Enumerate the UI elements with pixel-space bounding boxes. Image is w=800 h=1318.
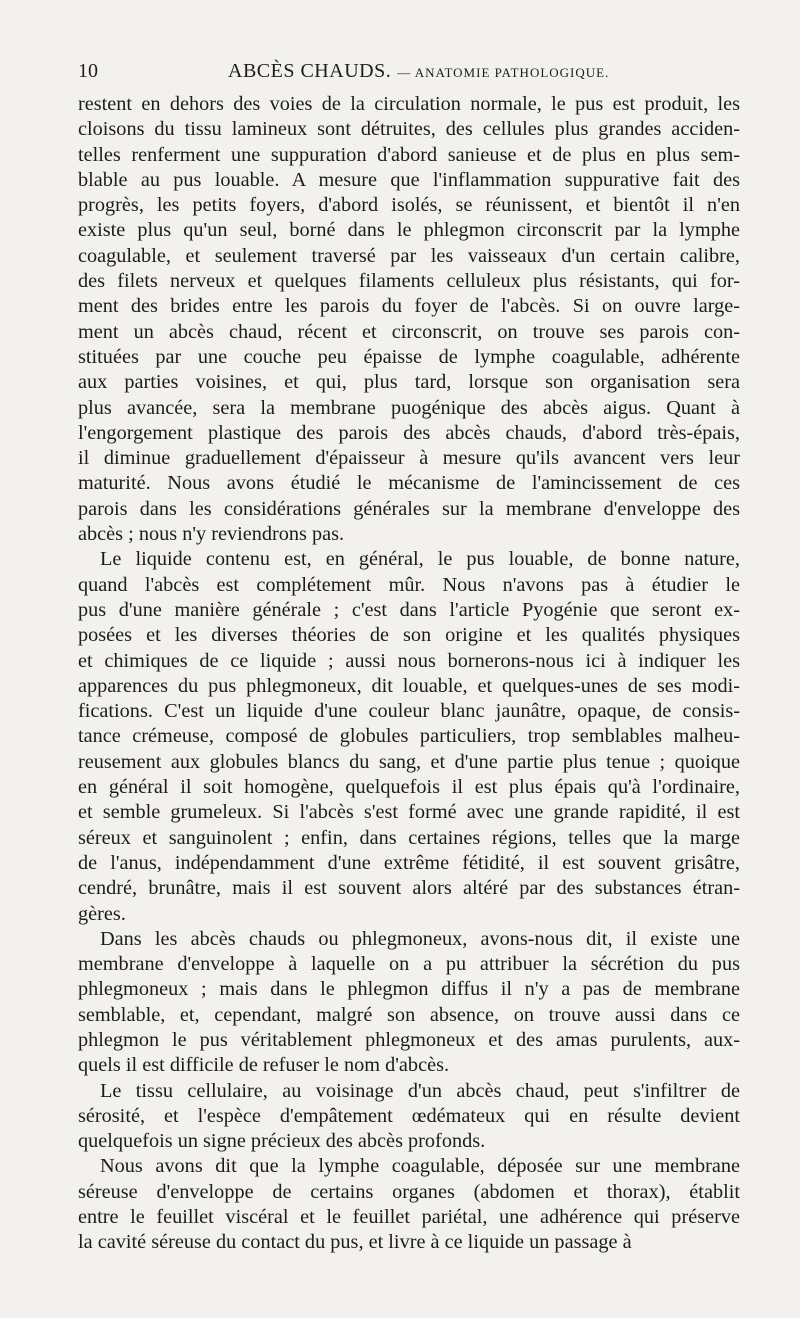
text-line: Dans les abcès chauds ou phlegmoneux, avons-nous dit, il existe une [100,927,740,950]
text-line: quels il est difficile de refuser le nom d'abcès. [78,1054,450,1077]
text-line: membrane d'enveloppe à laquelle on a pu attribuer la sécrétion du pus [78,953,740,976]
text-line: restent en dehors des voies de la circulation normale, le pus est produit, les [78,93,740,115]
paragraph [78,1154,740,1255]
text-line: pus d'une manière générale ; c'est dans l'article Pyogénie que seront ex- [78,598,740,621]
text-line: fications. C'est un liquide d'une couleur blanc jaunâtre, opaque, de consis- [78,700,740,723]
text-line: coagulable, et seulement traversé par les vaisseaux d'un certain calibre, [78,244,740,267]
text-line: posées et les diverses théories de son origine et les qualités physiques [78,624,740,647]
text-line: ment des brides entre les parois du foyer de l'abcès. Si on ouvre large- [78,295,740,318]
text-line: des filets nerveux et quelques filaments celluleux plus résistants, qui for- [78,270,740,293]
text-line: stituées par une couche peu épaisse de lymphe coagulable, adhérente [78,345,740,368]
paragraph [78,927,740,1079]
text-line: entre le feuillet viscéral et le feuillet pariétal, une adhérence qui préserve [78,1206,740,1229]
text-line: phlegmon le pus véritablement phlegmoneux et des amas purulents, aux- [78,1028,740,1051]
text-line: quelquefois un signe précieux des abcès profonds. [78,1130,486,1153]
text-line: telles renferment une suppuration d'abord sanieuse et de plus en plus sem- [78,143,740,166]
text-line: phlegmoneux ; mais dans le phlegmon diffus il n'y a pas de membrane [78,978,740,1001]
text-line: blable au pus louable. A mesure que l'inflammation suppurative fait des [78,168,740,191]
text-line: tance crémeuse, composé de globules particuliers, trop semblables malheu- [78,725,740,748]
text-line: plus avancée, sera la membrane puogénique des abcès aigus. Quant à [78,396,740,419]
text-line: parois dans les considérations générales sur la membrane d'enveloppe des [78,497,740,520]
text-line: cendré, brunâtre, mais il est souvent alors altéré par des substances étran- [78,877,740,900]
text-line: gères. [78,902,126,925]
text-line: aux parties voisines, et qui, plus tard, lorsque son organisation sera [78,371,740,394]
text-line: et chimiques de ce liquide ; aussi nous bornerons-nous ici à indiquer les [78,649,740,672]
paragraph [78,547,740,926]
text-line: quand l'abcès est complétement mûr. Nous n'avons pas à étudier le [78,573,740,596]
paragraph [78,92,740,547]
text-line: et semble grumeleux. Si l'abcès s'est formé avec une grande rapidité, il est [78,801,740,824]
paragraph [78,1079,740,1155]
text-line: la cavité séreuse du contact du pus, et livre à ce liquide un passage à [78,1231,632,1254]
text-line: séreuse d'enveloppe de certains organes (abdomen et thorax), établit [78,1180,740,1203]
text-line: l'engorgement plastique des parois des abcès chauds, d'abord très-épais, [78,421,740,444]
page-number: 10 [78,60,98,82]
text-line: ment un abcès chaud, récent et circonscrit, on trouve ses parois con- [78,320,740,343]
text-line: abcès ; nous n'y reviendrons pas. [78,523,345,546]
text-line: séreux et sanguinolent ; enfin, dans certaines régions, telles que la marge [78,826,740,849]
text-line: semblable, et, cependant, malgré son absence, on trouve aussi dans ce [78,1003,740,1026]
text-line: existe plus qu'un seul, borné dans le phlegmon circonscrit par la lymphe [78,219,740,242]
body-text [78,92,740,1256]
text-line: cloisons du tissu lamineux sont détruites, des cellules plus grandes acciden- [78,118,740,141]
text-line: il diminue graduellement d'épaisseur à mesure qu'ils avancent vers leur [78,447,740,470]
text-line: Le liquide contenu est, en général, le pus louable, de bonne nature, [100,548,740,571]
text-line: reusement aux globules blancs du sang, et d'une partie plus tenue ; quoique [78,750,740,773]
text-line: maturité. Nous avons étudié le mécanisme de l'amincissement de ces [78,472,740,495]
page-header [78,58,738,84]
header-title: ABCÈS CHAUDS. [228,60,392,82]
text-line: Nous avons dit que la lymphe coagulable, déposée sur une membrane [100,1155,740,1178]
text-line: en général il soit homogène, quelquefois il est plus épais qu'à l'ordinaire, [78,776,740,799]
text-line: progrès, les petits foyers, d'abord isolés, se réunissent, et bientôt il n'en [78,194,740,217]
text-line: sérosité, et l'espèce d'empâtement œdémateux qui en résulte devient [78,1104,740,1127]
text-line: apparences du pus phlegmoneux, dit louable, et quelques-unes de ses modi- [78,674,740,697]
text-line: de l'anus, indépendamment d'une extrême fétidité, il est souvent grisâtre, [78,851,740,874]
header-section: — ANATOMIE PATHOLOGIQUE. [397,65,610,80]
text-line: Le tissu cellulaire, au voisinage d'un abcès chaud, peut s'infiltrer de [100,1079,740,1102]
running-title [228,58,609,86]
